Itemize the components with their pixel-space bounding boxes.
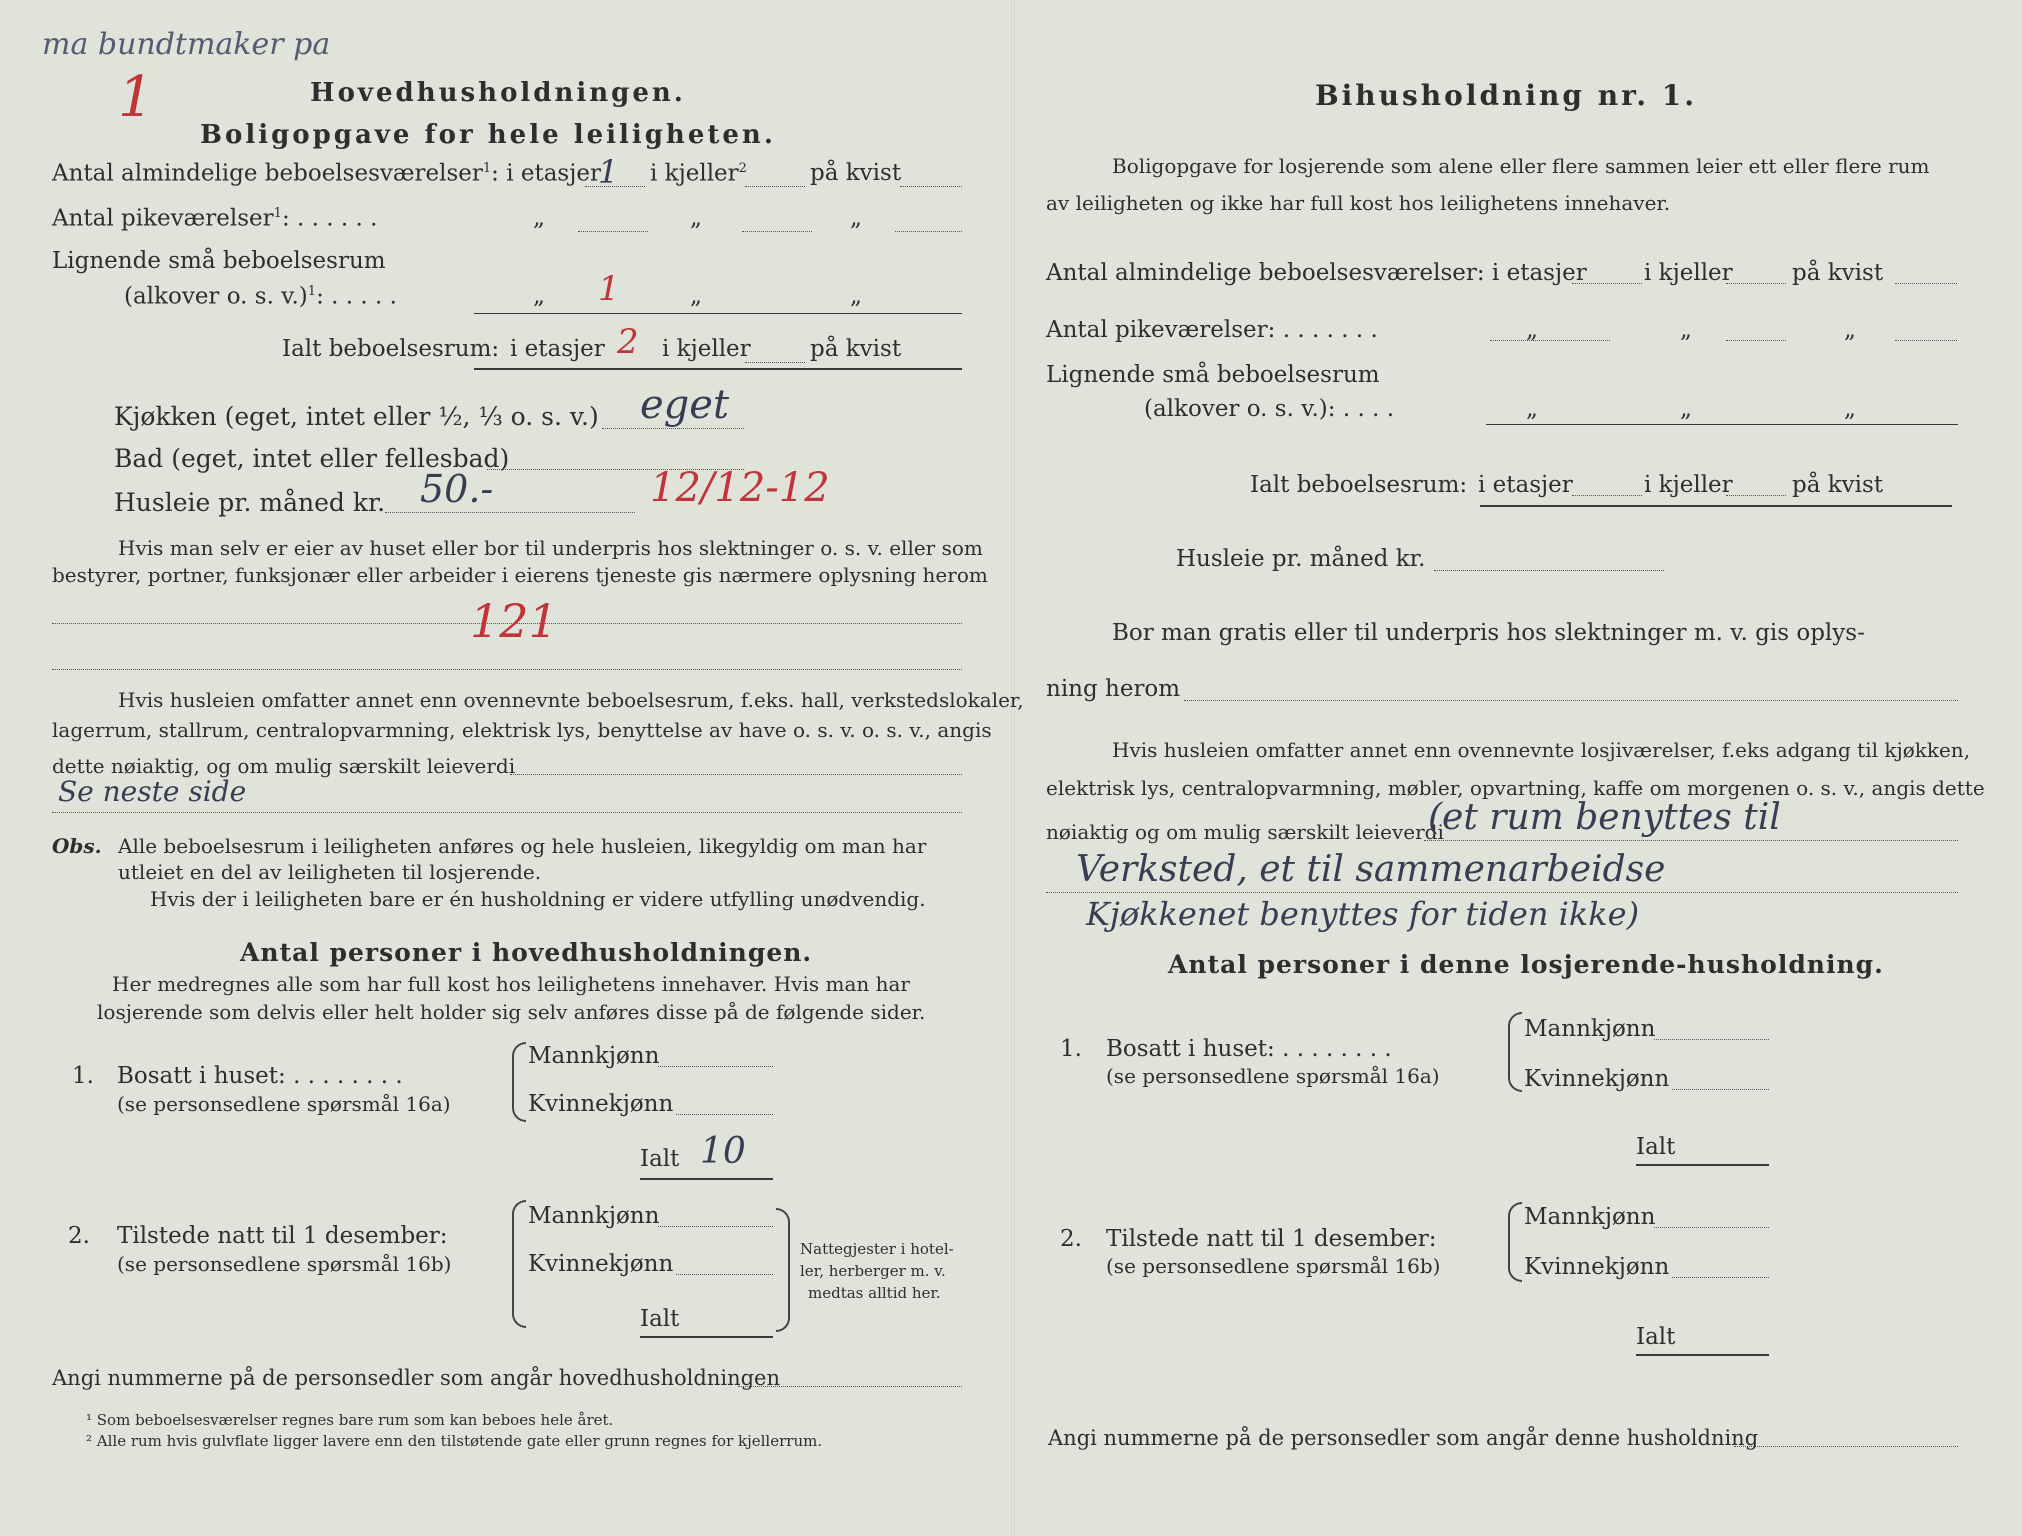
- row1-kvist: på kvist: [810, 160, 902, 186]
- husleie-value: 50.-: [420, 467, 494, 511]
- q2-label: Tilstede natt til 1 desember:: [117, 1223, 448, 1249]
- ditto-mark: „: [533, 283, 545, 309]
- right-q1-kvinne: Kvinnekjønn: [1524, 1066, 1670, 1092]
- q2-sub: (se personsedlene spørsmål 16b): [117, 1252, 452, 1276]
- bad-label: Bad (eget, intet eller fellesbad): [114, 444, 510, 473]
- q1-label: Bosatt i huset: . . . . . . . .: [117, 1063, 403, 1089]
- right-angi-label: Angi nummerne på de personsedler som angår denne husholdning: [1048, 1426, 1759, 1450]
- right-q2-kvinne: Kvinnekjønn: [1524, 1254, 1670, 1280]
- right-row3-label-a: Lignende små beboelsesrum: [1046, 362, 1380, 388]
- eier-line2: bestyrer, portner, funksjonær eller arbeider i eierens tjeneste gis nærmere oplysning herom: [52, 563, 988, 587]
- omfatter-value: Se neste side: [58, 775, 247, 808]
- right-omfatter-line3: nøiaktig og om mulig særskilt leieverdi: [1046, 820, 1444, 844]
- omfatter-line1: Hvis husleien omfatter annet enn ovennevnte beboelsesrum, f.eks. hall, verkstedslokaler,: [118, 688, 1024, 712]
- kjokken-label: Kjøkken (eget, intet eller ½, ⅓ o. s. v.): [114, 402, 599, 431]
- q2-mann: Mannkjønn: [528, 1203, 660, 1229]
- right-hw-line2: Verksted, et til sammenarbeidse: [1076, 849, 1666, 890]
- ditto-mark: „: [690, 283, 702, 309]
- right-row1-kjeller: i kjeller: [1644, 260, 1733, 286]
- red-date: 12/12-12: [650, 465, 830, 511]
- ialt-etasjer: i etasjer: [510, 336, 605, 362]
- right-row1-label: Antal almindelige beboelsesværelser: i etasjer: [1046, 260, 1587, 286]
- ialt-value: 2: [617, 322, 639, 362]
- right-omfatter-line1: Hvis husleien omfatter annet enn ovennevnte losjiværelser, f.eks adgang til kjøkken,: [1112, 738, 1971, 762]
- persons-line1: Her medregnes alle som har full kost hos leilighetens innehaver. Hvis man har: [112, 972, 910, 996]
- right-persons-title: Antal personer i denne losjerende-husholdning.: [1168, 950, 1884, 979]
- row1-kjeller: i kjeller$^2$: [650, 160, 747, 187]
- ditto-mark: „: [850, 283, 862, 309]
- q1-sub: (se personsedlene spørsmål 16a): [117, 1092, 451, 1116]
- page-fold: [1011, 0, 1015, 1536]
- red-mark-2: 121: [470, 594, 558, 648]
- right-q1-mann: Mannkjønn: [1524, 1016, 1656, 1042]
- right-ialt-kjeller: i kjeller: [1644, 472, 1733, 498]
- q1-ialt-value: 10: [700, 1131, 746, 1172]
- husleie-label: Husleie pr. måned kr.: [114, 488, 386, 517]
- q1-num: 1.: [72, 1063, 94, 1089]
- footnote-2: ² Alle rum hvis gulvflate ligger lavere enn den tilstøtende gate eller grunn regnes for kjellerrum.: [86, 1432, 823, 1450]
- q1-mann: Mannkjønn: [528, 1043, 660, 1069]
- right-hw-line1: (et rum benyttes til: [1428, 797, 1781, 838]
- obs-line1: Alle beboelsesrum i leiligheten anføres og hele husleien, likegyldig om man har: [118, 834, 927, 858]
- right-row2-label: Antal pikeværelser: . . . . . . .: [1046, 317, 1378, 343]
- red-mark-number: 1: [118, 65, 154, 130]
- eier-line1: Hvis man selv er eier av huset eller bor til underpris hos slektninger o. s. v. eller som: [118, 536, 983, 560]
- q2-ialt: Ialt: [640, 1306, 680, 1332]
- q2-kvinne: Kvinnekjønn: [528, 1251, 674, 1277]
- ditto-mark: „: [1526, 317, 1538, 343]
- right-intro-line1: Boligopgave for losjerende som alene eller flere sammen leier ett eller flere rum: [1112, 154, 1930, 178]
- ialt-label: Ialt beboelsesrum:: [282, 336, 500, 362]
- pencil-note: ma bundtmaker pa: [42, 27, 331, 62]
- ditto-mark: „: [1526, 396, 1538, 422]
- nattegjester-2: ler, herberger m. v.: [800, 1262, 946, 1280]
- right-q1-num: 1.: [1060, 1036, 1082, 1062]
- ditto-mark: „: [1680, 396, 1692, 422]
- right-q1-sub: (se personsedlene spørsmål 16a): [1106, 1064, 1440, 1088]
- ditto-mark: „: [533, 205, 545, 231]
- ditto-mark: „: [1844, 317, 1856, 343]
- q1-kvinne: Kvinnekjønn: [528, 1091, 674, 1117]
- obs-line2: utleiet en del av leiligheten til losjerende.: [118, 860, 542, 884]
- row3-value: 1: [598, 269, 620, 309]
- persons-line2: losjerende som delvis eller helt holder sig selv anføres disse på de følgende sider.: [97, 1000, 926, 1024]
- omfatter-line2: lagerrum, stallrum, centralopvarmning, elektrisk lys, benyttelse av have o. s. v. o. s. v., angis: [52, 718, 992, 742]
- right-intro-line2: av leiligheten og ikke har full kost hos leilighetens innehaver.: [1046, 191, 1671, 215]
- ialt-kvist: på kvist: [810, 336, 902, 362]
- footnote-1: ¹ Som beboelsesværelser regnes bare rum som kan beboes hele året.: [86, 1411, 614, 1429]
- right-title: Bihusholdning nr. 1.: [1315, 79, 1697, 112]
- right-gratis-line2: ning herom: [1046, 676, 1181, 702]
- omfatter-line3: dette nøiaktig, og om mulig særskilt leieverdi: [52, 754, 516, 778]
- right-hw-line3: Kjøkkenet benyttes for tiden ikke): [1086, 895, 1640, 933]
- right-omfatter-line2: elektrisk lys, centralopvarmning, møbler, opvartning, kaffe om morgenen o. s. v., angis dette: [1046, 776, 1985, 800]
- q2-num: 2.: [68, 1223, 90, 1249]
- right-q2-num: 2.: [1060, 1226, 1082, 1252]
- right-ialt-kvist: på kvist: [1792, 472, 1884, 498]
- right-q1-ialt: Ialt: [1636, 1134, 1676, 1160]
- right-q2-sub: (se personsedlene spørsmål 16b): [1106, 1254, 1441, 1278]
- right-q2-mann: Mannkjønn: [1524, 1204, 1656, 1230]
- ditto-mark: „: [690, 205, 702, 231]
- right-q2-ialt: Ialt: [1636, 1324, 1676, 1350]
- nattegjester-1: Nattegjester i hotel-: [800, 1240, 954, 1258]
- obs-label: Obs.: [52, 834, 102, 858]
- right-ialt-etasjer: i etasjer: [1478, 472, 1573, 498]
- row3-label-b: (alkover o. s. v.)$^1$: . . . . .: [124, 283, 397, 310]
- row2-label: Antal pikeværelser$^1$: . . . . . .: [52, 205, 378, 232]
- right-gratis-line1: Bor man gratis eller til underpris hos slektninger m. v. gis oplys-: [1112, 620, 1865, 646]
- row3-label-a: Lignende små beboelsesrum: [52, 248, 386, 274]
- left-subtitle: Boligopgave for hele leiligheten.: [200, 120, 776, 150]
- ditto-mark: „: [850, 205, 862, 231]
- row1-etasjer-value: 1: [598, 153, 619, 191]
- right-ialt-label: Ialt beboelsesrum:: [1250, 472, 1468, 498]
- nattegjester-3: medtas alltid her.: [808, 1284, 941, 1302]
- right-q1-label: Bosatt i huset: . . . . . . . .: [1106, 1036, 1392, 1062]
- obs-line3: Hvis der i leiligheten bare er én husholdning er videre utfylling unødvendig.: [150, 887, 926, 911]
- left-persons-title: Antal personer i hovedhusholdningen.: [240, 938, 813, 967]
- ditto-mark: „: [1844, 396, 1856, 422]
- ialt-kjeller: i kjeller: [662, 336, 751, 362]
- right-row1-kvist: på kvist: [1792, 260, 1884, 286]
- right-row3-label-b: (alkover o. s. v.): . . . .: [1144, 396, 1395, 422]
- left-title: Hovedhusholdningen.: [310, 78, 686, 108]
- row1-label: Antal almindelige beboelsesværelser$^1$: i etasjer: [52, 160, 601, 187]
- q1-ialt: Ialt: [640, 1146, 680, 1172]
- kjokken-value: eget: [640, 382, 730, 428]
- right-husleie-label: Husleie pr. måned kr.: [1176, 546, 1426, 572]
- left-angi-label: Angi nummerne på de personsedler som angår hovedhusholdningen: [52, 1366, 780, 1390]
- ditto-mark: „: [1680, 317, 1692, 343]
- right-q2-label: Tilstede natt til 1 desember:: [1106, 1226, 1437, 1252]
